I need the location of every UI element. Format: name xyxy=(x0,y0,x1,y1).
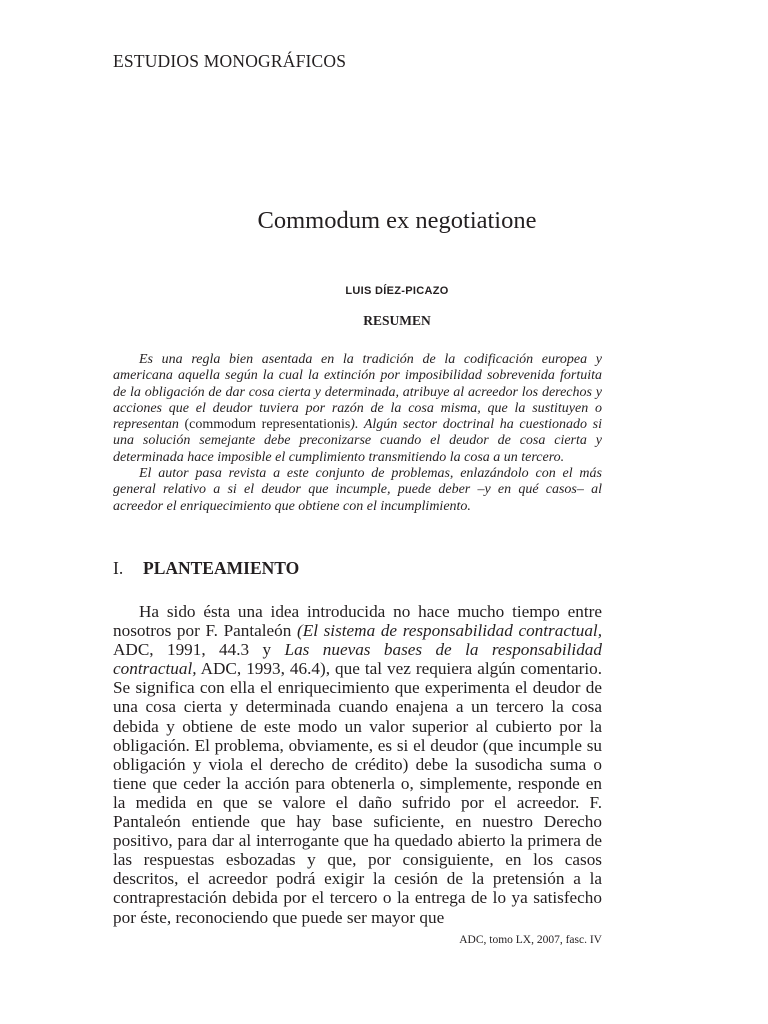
abstract-text-roman: (commodum representationis xyxy=(178,417,351,433)
body-text-span: Ha sido ésta una idea introducida no hace mucho tiempo entre nosotros por F. Pantaleón xyxy=(113,602,602,641)
body-text-span: ADC, 1993, 46.4), que tal vez requiera algún comentario. Se significa con ella el enriquecimiento que experimenta el deudor de una cosa cierta y determinada cuando enajena a un tercero la cosa debida y obtiene de este modo un valor superior al cubierto por la obligación. El problema, obviamente, es si el deudor (que incumple su obligación y viola el derecho de crédito) debe la susodicha suma o tiene que ceder la acción para obtenerla o, simplemente, responde en la medida en que se valore el daño sufrido por el acreedor. F. Pantaleón entiende que hay base suficiente, en nuestro Derecho positivo, para dar al interrogante que ha quedado abierto la primera de las respuestas esbozadas y que, por consiguiente, en los casos descritos, el acreedor podrá exigir la cesión de la pretensión a la contraprestación debida por el tercero o la entrega de lo ya satisfecho por éste, reconociendo que puede ser mayor que xyxy=(113,659,602,927)
body-text-italic: (El sistema de responsabilidad contractual, xyxy=(296,621,602,641)
abstract-paragraph-1 xyxy=(113,352,602,466)
body-text-italic: Las nuevas bases de la responsabilidad contractual, xyxy=(113,640,602,679)
running-header: ESTUDIOS MONOGRÁFICOS xyxy=(113,51,347,71)
page-footer: ADC, tomo LX, 2007, fasc. IV xyxy=(459,934,602,946)
body-text xyxy=(113,602,602,927)
abstract-heading: RESUMEN xyxy=(363,313,431,328)
section-title: PLANTEAMIENTO xyxy=(143,558,300,578)
abstract-text: Es una regla bien asentada en la tradición de la codificación europea y americana aquella según la cual la extinción por imposibilidad sobrevenida fortuita de la obligación de dar cosa cierta y determinada, atribuye al acreedor los derechos y acciones que el deudor tuviera por razón de la cosa misma, que la sustituyen o representan xyxy=(113,352,602,433)
article-author: LUIS DÍEZ-PICAZO xyxy=(345,285,449,297)
article-title: Commodum ex negotiatione xyxy=(257,207,537,234)
section-heading xyxy=(113,558,299,579)
body-paragraph xyxy=(113,602,602,927)
body-text-span: ADC, 1991, 44.3 y xyxy=(113,640,285,660)
abstract xyxy=(113,352,602,515)
abstract-paragraph-2: El autor pasa revista a este conjunto de problemas, enlazándolo con el más general relativo a si el deudor que incumple, puede deber –y en qué casos– al acreedor el enriquecimiento que obtiene con el incumplimiento. xyxy=(113,466,602,514)
abstract-text: ). Algún sector doctrinal ha cuestionado si una solución semejante debe preconizarse cuando el deudor de cosa cierta y determinada hace imposible el cumplimiento transmitiendo la cosa a un tercero. xyxy=(113,417,602,465)
section-number: I. xyxy=(113,558,124,578)
